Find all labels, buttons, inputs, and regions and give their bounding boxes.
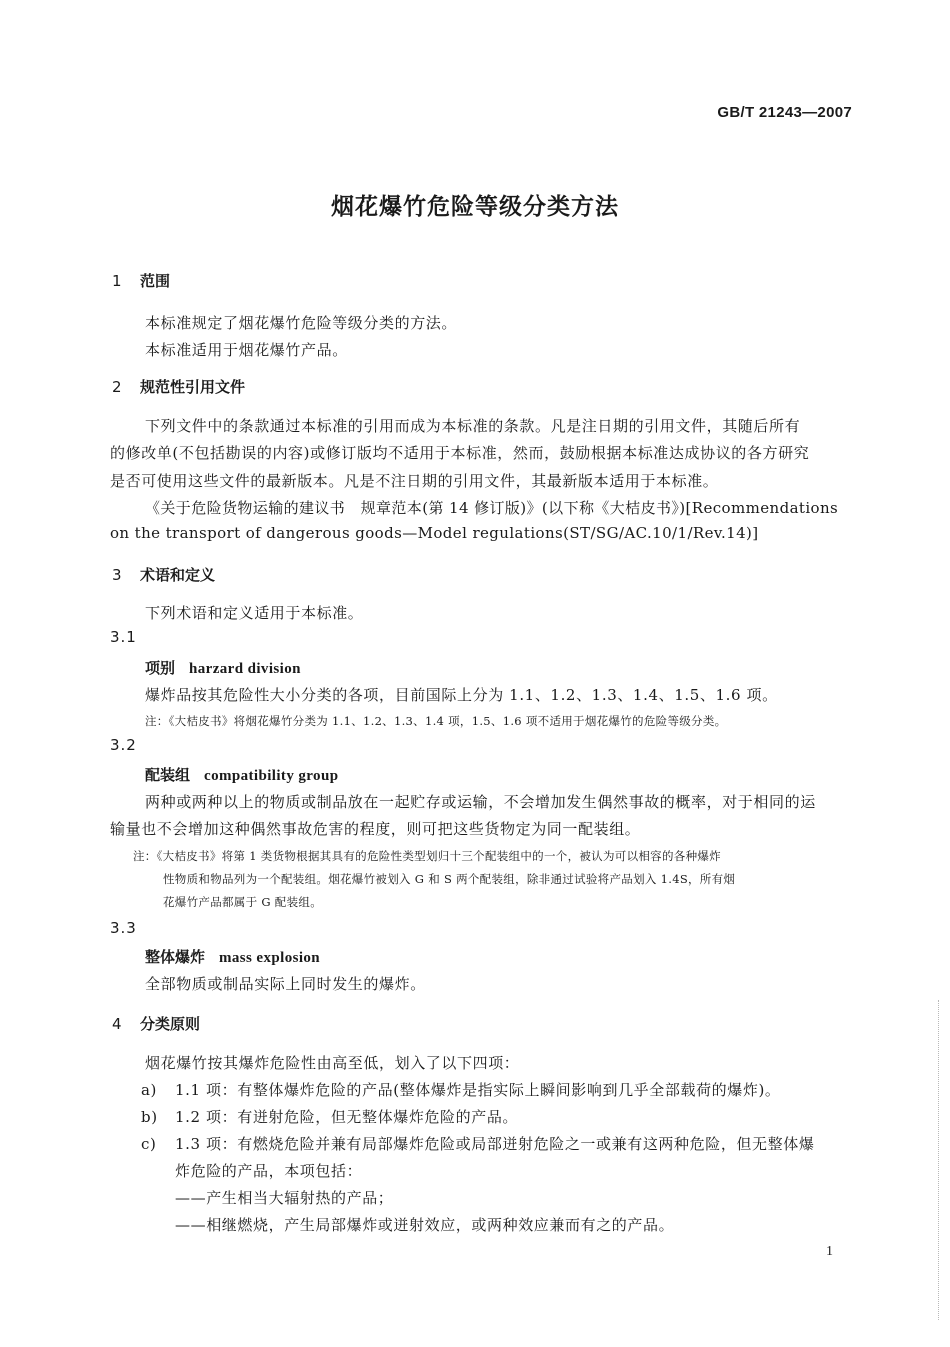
paragraph-line: 是否可使用这些文件的最新版本。凡是不注日期的引用文件，其最新版本适用于本标准。 — [110, 472, 719, 490]
list-marker: b) — [141, 1108, 158, 1126]
list-item — [141, 1079, 781, 1100]
list-marker: a) — [141, 1081, 157, 1099]
term-chinese: 配装组 — [145, 766, 191, 784]
dash-item: ——相继燃烧，产生局部爆炸或迸射效应，或两种效应兼而有之的产品。 — [175, 1216, 675, 1234]
list-item — [141, 1133, 814, 1154]
term-definition: 爆炸品按其危险性大小分类的各项，目前国际上分为 1.1、1.2、1.3、1.4、1.5、1.6 项。 — [145, 686, 778, 704]
note-line: 性物质和物品列为一个配装组。烟花爆竹被划入 G 和 S 两个配装组，除非通过试验将产品划入 1.4S，所有烟 — [163, 872, 736, 886]
term-entry — [145, 946, 320, 967]
standard-code: GB/T 21243—2007 — [717, 104, 852, 121]
list-text: 1.2 项：有迸射危险，但无整体爆炸危险的产品。 — [175, 1108, 519, 1126]
note-line: 注：《大桔皮书》将第 1 类货物根据其具有的危险性类型划归十三个配装组中的一个，被认为可以相容的各种爆炸 — [133, 849, 721, 863]
paragraph: 烟花爆竹按其爆炸危险性由高至低，划入了以下四项： — [145, 1054, 520, 1072]
section-title: 分类原则 — [140, 1015, 201, 1033]
paragraph-line: 下列文件中的条款通过本标准的引用而成为本标准的条款。凡是注日期的引用文件，其随后所有 — [145, 417, 801, 435]
term-english: harzard division — [189, 661, 301, 677]
section-number: 4 — [112, 1015, 122, 1033]
section-2-heading — [112, 376, 245, 397]
section-3-heading — [112, 564, 215, 585]
subsection-number: 3.1 — [110, 628, 137, 646]
section-number: 2 — [112, 378, 122, 396]
note: 注：《大桔皮书》将烟花爆竹分类为 1.1、1.2、1.3、1.4 项，1.5、1.6 项不适用于烟花爆竹的危险等级分类。 — [145, 714, 727, 728]
reference-line: 《关于危险货物运输的建议书 规章范本(第 14 修订版)》(以下称《大桔皮书》)[Recommendations — [145, 499, 839, 517]
document-title: 烟花爆竹危险等级分类方法 — [331, 194, 619, 220]
section-title: 范围 — [140, 272, 171, 290]
page-number: 1 — [826, 1244, 833, 1259]
term-definition: 全部物质或制品实际上同时发生的爆炸。 — [145, 975, 426, 993]
paragraph-line: 的修改单(不包括勘误的内容)或修订版均不适用于本标准，然而，鼓励根据本标准达成协议的各方研究 — [110, 444, 810, 462]
subsection-number: 3.3 — [110, 919, 137, 937]
list-item-continuation: 炸危险的产品，本项包括： — [175, 1162, 363, 1180]
scan-edge-artifact — [938, 1000, 940, 1320]
paragraph: 本标准适用于烟花爆竹产品。 — [145, 341, 348, 359]
section-1-heading — [112, 270, 170, 291]
section-number: 1 — [112, 272, 122, 290]
term-chinese: 项别 — [145, 659, 176, 677]
section-title: 规范性引用文件 — [140, 378, 246, 396]
paragraph: 本标准规定了烟花爆竹危险等级分类的方法。 — [145, 314, 458, 332]
section-number: 3 — [112, 566, 122, 584]
list-marker: c) — [141, 1135, 157, 1153]
dash-item: ——产生相当大辐射热的产品； — [175, 1189, 394, 1207]
term-definition-line: 输量也不会增加这种偶然事故危害的程度，则可把这些货物定为同一配装组。 — [110, 820, 641, 838]
term-definition-line: 两种或两种以上的物质或制品放在一起贮存或运输，不会增加发生偶然事故的概率，对于相同的运 — [145, 793, 816, 811]
term-english: compatibility group — [204, 768, 339, 784]
list-text: 1.1 项：有整体爆炸危险的产品(整体爆炸是指实际上瞬间影响到几乎全部载荷的爆炸)。 — [175, 1081, 781, 1099]
list-text: 1.3 项：有燃烧危险并兼有局部爆炸危险或局部迸射危险之一或兼有这两种危险，但无整体爆 — [175, 1135, 815, 1153]
section-title: 术语和定义 — [140, 566, 216, 584]
term-english: mass explosion — [219, 950, 321, 966]
term-chinese: 整体爆炸 — [145, 948, 206, 966]
paragraph: 下列术语和定义适用于本标准。 — [145, 604, 364, 622]
term-entry — [145, 764, 338, 785]
reference-line: on the transport of dangerous goods—Model regulations(ST/SG/AC.10/1/Rev.14)] — [110, 524, 759, 542]
note-line: 花爆竹产品都属于 G 配装组。 — [163, 895, 322, 909]
subsection-number: 3.2 — [110, 736, 137, 754]
term-entry — [145, 657, 301, 678]
section-4-heading — [112, 1013, 200, 1034]
list-item — [141, 1106, 518, 1127]
